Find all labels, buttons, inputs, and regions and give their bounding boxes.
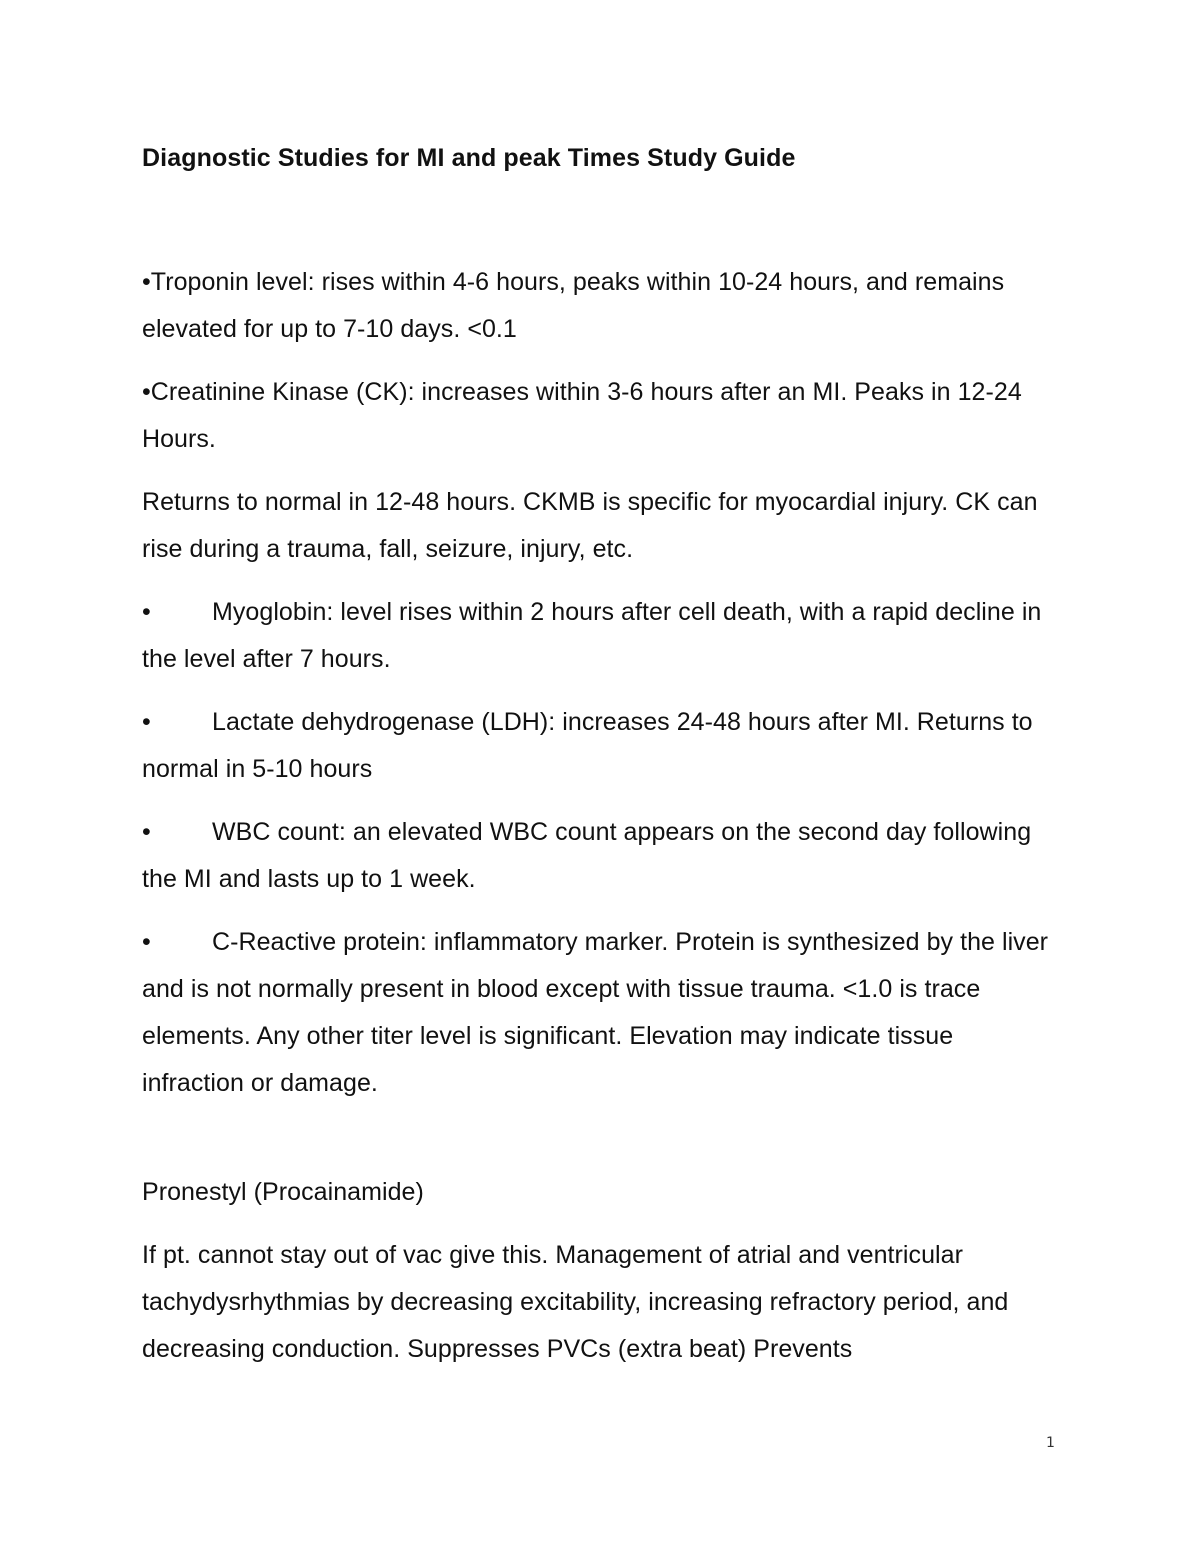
- ck-returns-paragraph: Returns to normal in 12-48 hours. CKMB is specific for myocardial injury. CK can rise during a trauma, fall, seizure, injury, etc.: [142, 488, 1038, 563]
- spacer: [142, 177, 1052, 259]
- crp-paragraph: [142, 919, 1052, 1107]
- wbc-text: WBC count: an elevated WBC count appears on the second day following the MI and lasts up to 1 week.: [142, 818, 1032, 893]
- ldh-text: Lactate dehydrogenase (LDH): increases 24-48 hours after MI. Returns to normal in 5-10 hours: [142, 708, 1033, 783]
- spacer: [142, 463, 1052, 479]
- bullet-icon: •: [142, 598, 151, 626]
- spacer: [142, 573, 1052, 589]
- page-number: 1: [1046, 1435, 1055, 1451]
- spacer: [142, 1107, 1052, 1169]
- spacer: [142, 683, 1052, 699]
- myoglobin-text: Myoglobin: level rises within 2 hours after cell death, with a rapid decline in the level after 7 hours.: [142, 598, 1042, 673]
- spacer: [142, 903, 1052, 919]
- crp-text: C-Reactive protein: inflammatory marker. Protein is synthesized by the liver and is not normally present in blood except with tissue trauma. <1.0 is trace elements. Any other titer level is significant. Elevation may indicate tissue infraction or damage.: [142, 928, 1049, 1097]
- bullet-icon: •: [142, 928, 151, 956]
- troponin-paragraph: •Troponin level: rises within 4-6 hours, peaks within 10-24 hours, and remains elevated for up to 7-10 days. <0.1: [142, 268, 1005, 343]
- pronestyl-paragraph: If pt. cannot stay out of vac give this. Management of atrial and ventricular tachydysrhythmias by decreasing excitability, increasing refractory period, and decreasing conduction. Suppresses PVCs (extra beat) Prevents: [142, 1241, 1009, 1363]
- spacer: [142, 353, 1052, 369]
- ck-paragraph: •Creatinine Kinase (CK): increases within 3-6 hours after an MI. Peaks in 12-24 Hours.: [142, 378, 1022, 453]
- document-body: [142, 139, 1052, 1373]
- myoglobin-paragraph: [142, 589, 1052, 683]
- pronestyl-heading: Pronestyl (Procainamide): [142, 1178, 424, 1206]
- bullet-icon: •: [142, 818, 151, 846]
- spacer: [142, 1216, 1052, 1232]
- wbc-paragraph: [142, 809, 1052, 903]
- bullet-icon: •: [142, 708, 151, 736]
- spacer: [142, 793, 1052, 809]
- ldh-paragraph: [142, 699, 1052, 793]
- document-title: Diagnostic Studies for MI and peak Times Study Guide: [142, 144, 796, 172]
